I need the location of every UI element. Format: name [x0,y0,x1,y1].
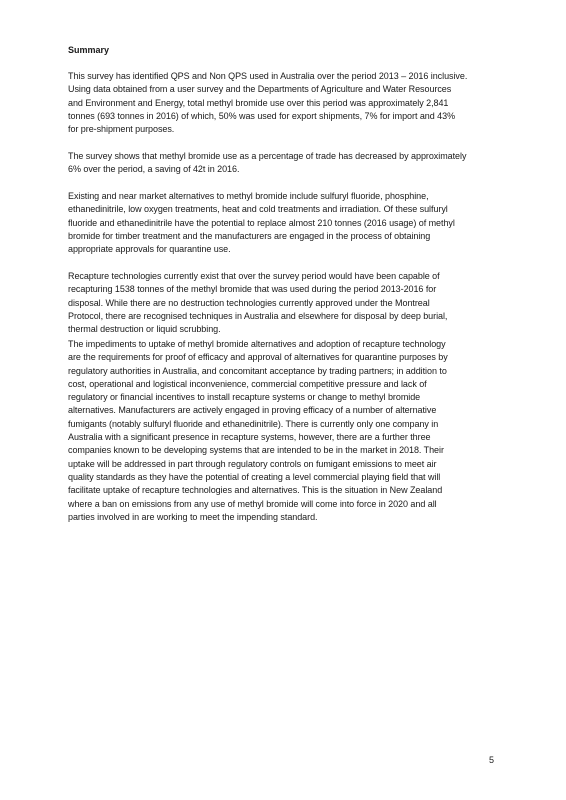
text-line: are the requirements for proof of efficacy and approval of alternatives for quarantine purposes by [68,352,448,363]
text-line: cost, operational and logistical inconvenience, commercial competitive pressure and lack of [68,378,427,389]
text-line: 6% over the period, a saving of 42t in 2016. [68,164,240,175]
text-line: Protocol, there are recognised techniques in Australia and elsewhere for disposal by deep burial, [68,310,448,321]
text-line: parties involved in are working to meet the impending standard. [68,511,318,522]
text-line: Australia with a significant presence in recapture systems, however, there are a further three [68,432,431,443]
text-line: Using data obtained from a user survey and the Departments of Agriculture and Water Resources [68,84,452,95]
text-line: appropriate approvals for quarantine use. [68,244,231,255]
text-line: The impediments to uptake of methyl bromide alternatives and adoption of recapture technology [68,339,446,349]
text-line: This survey has identified QPS and Non QPS used in Australia over the period 2013 – 2016 inclusive. [68,71,468,81]
paragraph-recapture [68,270,504,336]
text-line: fluoride and ethanedinitrile have the potential to replace almost 210 tonnes (2016 usage) of methyl [68,217,455,228]
paragraph-survey-overview [68,70,504,136]
text-line: quality standards as they have the potential of creating a level commercial playing field that will [68,471,441,482]
text-line: where a ban on emissions from any use of methyl bromide will come into force in 2020 and all [68,498,437,509]
text-line: The survey shows that methyl bromide use as a percentage of trade has decreased by approximately [68,151,467,161]
text-line: fumigants (notably sulfuryl fluoride and ethanedinitrile). There is currently only one company in [68,418,439,429]
paragraph-trade-percentage [68,150,504,177]
paragraph-alternatives [68,190,504,256]
summary-heading: Summary [68,45,110,55]
text-line: regulatory or financial incentives to install recapture systems or change to methyl bromide [68,392,421,403]
text-line: disposal. While there are no destruction technologies currently approved under the Montreal [68,297,430,308]
text-line: Recapture technologies currently exist that over the survey period would have been capable of [68,271,440,281]
text-line: bromide for timber treatment and the manufacturers are engaged in the process of obtaining [68,230,431,241]
text-line: thermal destruction or liquid scrubbing. [68,324,221,335]
page-number: 5 [489,755,495,765]
text-line: for pre-shipment purposes. [68,124,175,135]
paragraph-impediments [68,338,504,524]
text-line: companies known to be developing systems that are intended to be in the market in 2018. Their [68,445,444,456]
text-line: tonnes (693 tonnes in 2016) of which, 50% was used for export shipments, 7% for import and 43% [68,110,456,121]
text-line: recapturing 1538 tonnes of the methyl bromide that was used during the period 2013-2016 for [68,284,437,295]
text-line: regulatory authorities in Australia, and concomitant acceptance by trading partners; in addition to [68,365,447,376]
text-line: ethanedinitrile, low oxygen treatments, heat and cold treatments and irradiation. Of these sulfuryl [68,204,448,215]
text-line: facilitate uptake of recapture technologies and alternatives. This is the situation in New Zealand [68,485,443,496]
text-line: alternatives. Manufacturers are actively engaged in proving efficacy of a number of alternative [68,405,437,416]
text-line: and Environment and Energy, total methyl bromide use over this period was approximately 2,841 [68,97,449,108]
text-line: Existing and near market alternatives to methyl bromide include sulfuryl fluoride, phosphine, [68,191,429,201]
text-line: uptake will be addressed in part through regulatory controls on fumigant emissions to meet air [68,458,437,469]
